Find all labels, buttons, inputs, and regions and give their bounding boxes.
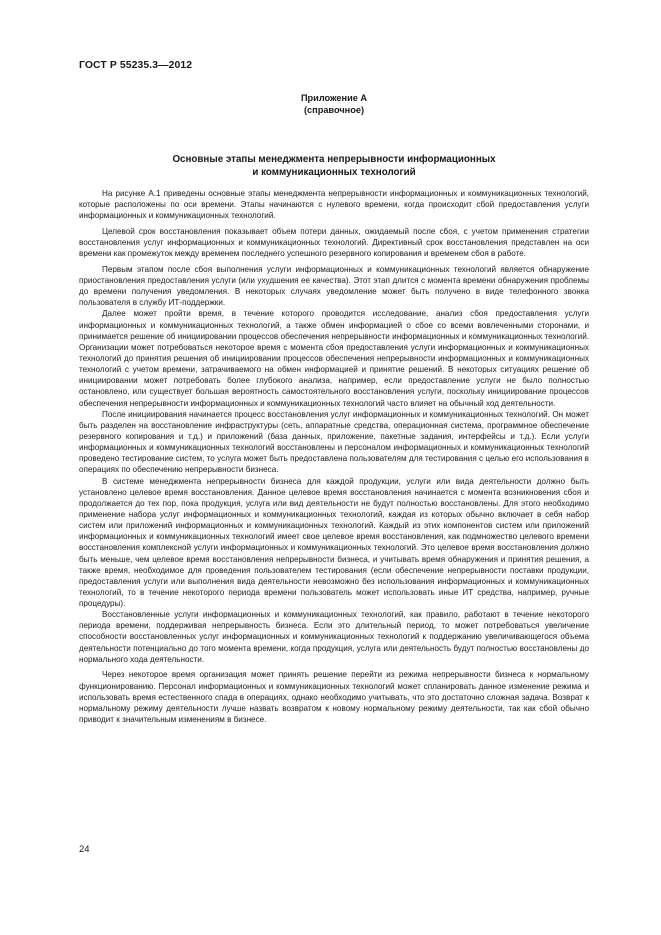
paragraph: Далее может пройти время, в течение которого проводится исследование, анализ сбоя предоставления услуги информационных и коммуникационных технологий, а также обмен информацией о сбое со всеми вовлеченными сторонами, и принимается решение об инициировании процессов обеспечения непрерывности информационных и коммуникационных технологий. Организации может потребоваться некоторое время с момента сбоя предоставления услуги информационных и коммуникационных технологий до принятия решения об инициировании процессов обеспечения непрерывности информационных и коммуникационных технологий с учетом времени, затрачиваемого на обмен информацией и принятие решений. В некоторых ситуациях решение об инициировании может потребовать более глубокого анализа, например, если предоставление услуги не было полностью остановлено, или существует большая вероятность самостоятельного восстановления услуги, поскольку инициирование процессов обеспечения непрерывности информационных и коммуникационных технологий часто влияет на обычный ход деятельности. bbox=[79, 309, 589, 408]
appendix-heading bbox=[79, 92, 589, 116]
appendix-label: Приложение А bbox=[300, 93, 368, 103]
paragraph: На рисунке А.1 приведены основные этапы менеджмента непрерывности информационных и коммуникационных технологий, которые расположены по оси времени. Этапы начинаются с нулевого времени, когда происходит сбой предоставления услуги информационных и коммуникационных технологий. bbox=[79, 189, 589, 221]
paragraph: В системе менеджмента непрерывности бизнеса для каждой продукции, услуги или вида деятельности должно быть установлено целевое время восстановления. Данное целевое время восстановления начинается с момента возникновения сбоя и продолжается до тех пор, пока продукция, услуга или вид деятельности не будут полностью восстановлены. Для этого необходимо применение набора услуг информационных и коммуникационных технологий, каждая из которых обычно включает в себя набор систем или приложений информационных и коммуникационных технологий. Каждый из этих компонентов систем или приложений информационных и коммуникационных технологий имеет свое целевое время восстановления, как подмножество целевого времени восстановления комплексной услуги информационных и коммуникационных технологий. Это целевое время восстановления должно быть меньше, чем целевое время восстановления непрерывности бизнеса, и учитывать время обнаружения и принятия решения, а также время, необходимое для проведения пользователем тестирования (если обеспечение непрерывности поставки продукции, предоставления услуги или выполнения вида деятельности невозможно без использования информационных и коммуникационных технологий, то в течение некоторого периода времени пользователь может использовать иные ИТ средства, например, ручные процедуры). bbox=[79, 476, 589, 609]
section-title-line-2: и коммуникационных технологий bbox=[252, 166, 416, 178]
section-title-line-1: Основные этапы менеджмента непрерывности информационных bbox=[172, 154, 496, 165]
body-text bbox=[79, 188, 589, 725]
paragraph: Через некоторое время организация может принять решение перейти из режима непрерывности бизнеса к нормальному функционированию. Персонал информационных и коммуникационных технологий может спланировать данное изменение режима и использовать время естественного спада в операциях, однако необходимо учитывать, что это достаточно сложная задача. Возврат к нормальному режиму деятельности лучше назвать возвратом к новому нормальному режиму деятельности, так как сбой обычно приводит к значительным изменениям в бизнесе. bbox=[79, 670, 589, 724]
page-number: 24 bbox=[79, 844, 90, 855]
paragraph: Восстановленные услуги информационных и коммуникационных технологий, как правило, работают в течение некоторого периода времени, поддерживая непрерывность бизнеса. Если это длительный период, то может потребоваться увеличение способности восстановленных услуг информационных и коммуникационных технологий к поддержанию увеличивающегося объема деятельности потенциально до того момента времени, когда продукция, услуга или деятельность будут полностью восстановлены до нормального хода деятельности. bbox=[79, 610, 589, 664]
section-title bbox=[79, 154, 589, 179]
appendix-type: (справочное) bbox=[303, 105, 364, 115]
standard-designation: ГОСТ Р 55235.3—2012 bbox=[79, 60, 193, 71]
paragraph: Целевой срок восстановления показывает объем потери данных, ожидаемый после сбоя, с учетом применения стратегии восстановления услуг информационных и коммуникационных технологий. Директивный срок восстановления представлен на оси времени как промежуток между временем последнего успешного резервного копирования и временем сбоя в работе. bbox=[79, 226, 589, 259]
paragraph: Первым этапом после сбоя выполнения услуги информационных и коммуникационных технологий является обнаружение приостановления предоставления услуги (или ухудшения ее качества). Этот этап длится с момента времени обнаружения проблемы до времени получения уведомления. В некоторых случаях уведомление может быть получено в виде телефонного звонка пользователя в службу ИТ-поддержки. bbox=[79, 264, 589, 308]
paragraph: После инициирования начинается процесс восстановления услуг информационных и коммуникационных технологий. Он может быть разделен на восстановление инфраструктуры (сеть, аппаратные средства, операционная система, программное обеспечение резервного копирования и т.д.) и приложений (база данных, приложение, пакетные задания, интерфейсы и т.д.). Если услуги информационных и коммуникационных технологий восстановлены и персоналом информационных и коммуникационных технологий проведено тестирование систем, то услуга может быть предоставлена пользователям для тестирования с целью его использования в операциях по обеспечению непрерывности бизнеса. bbox=[79, 409, 589, 475]
